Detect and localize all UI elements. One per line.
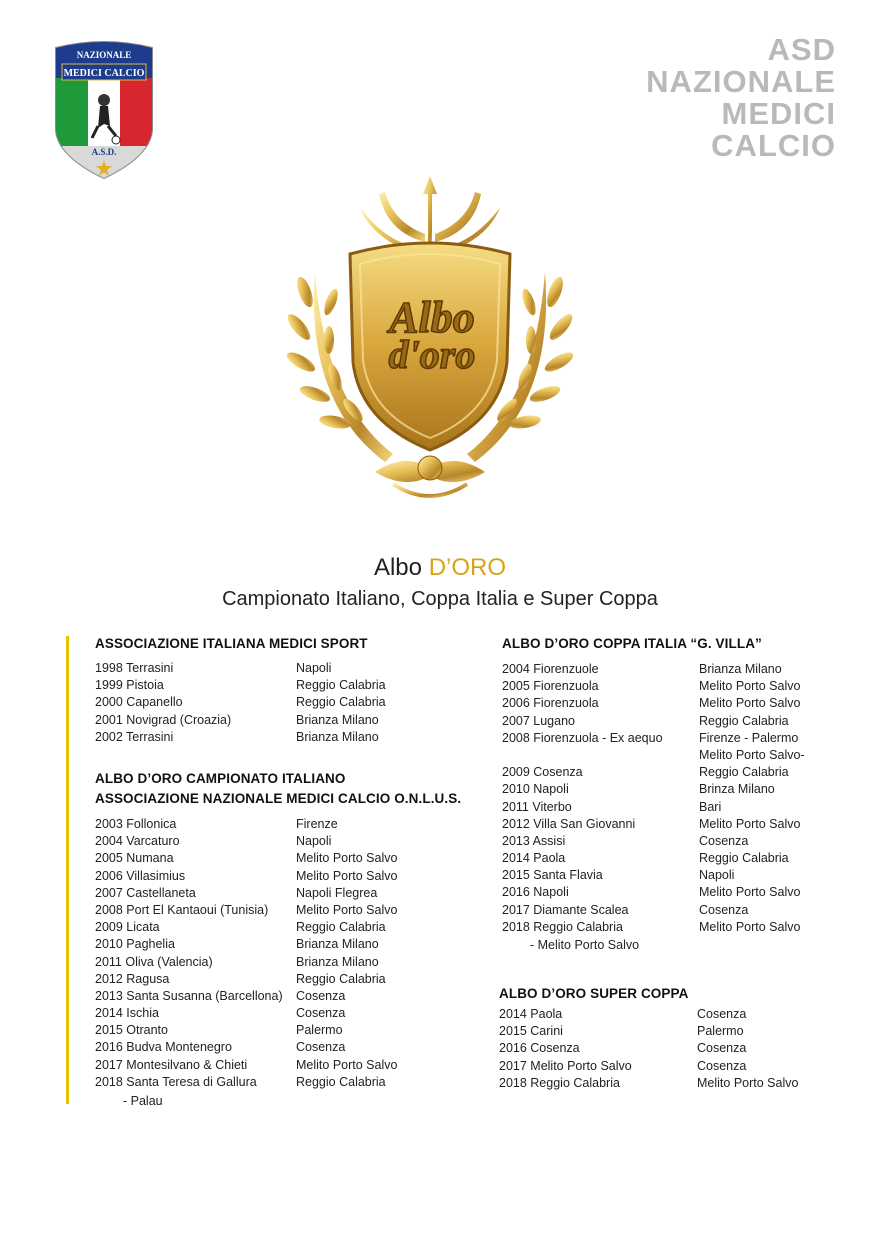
winner-cell: Napoli bbox=[699, 868, 735, 883]
event-cell: 2015 Carini bbox=[499, 1024, 563, 1039]
table-row bbox=[95, 833, 435, 850]
event-cell: 2014 Paola bbox=[499, 1007, 563, 1021]
table-row bbox=[95, 1005, 435, 1022]
winner-cell: Cosenza bbox=[699, 833, 749, 848]
section-title-aims: ASSOCIAZIONE ITALIANA MEDICI SPORT bbox=[95, 636, 368, 651]
event-cell: 2017 Montesilvano & Chieti bbox=[95, 1057, 248, 1072]
winner-cell: Melito Porto Salvo bbox=[699, 885, 801, 900]
org-title-line: NAZIONALE bbox=[646, 64, 836, 99]
winner-cell: Cosenza bbox=[296, 988, 346, 1003]
page-title-gold: D’ORO bbox=[428, 554, 507, 581]
winner-cell: Brianza Milano bbox=[296, 729, 379, 744]
winner-cell: Cosenza bbox=[697, 1041, 747, 1056]
winner-cell: Napoli bbox=[296, 834, 332, 849]
table-row bbox=[95, 1074, 435, 1091]
table-row bbox=[502, 850, 842, 867]
campionato-continuation: - Palau bbox=[123, 1094, 163, 1108]
albo-doro-emblem bbox=[275, 172, 585, 512]
winner-cell: Firenze bbox=[296, 817, 338, 831]
table-row bbox=[499, 1006, 839, 1023]
event-cell: 2002 Terrasini bbox=[95, 729, 174, 744]
winner-cell: Reggio Calabria bbox=[296, 678, 386, 693]
page-title-plain: Albo bbox=[373, 554, 423, 581]
table-row bbox=[499, 1023, 839, 1040]
section-title-association: ASSOCIAZIONE NAZIONALE MEDICI CALCIO O.N.L.U.S. bbox=[95, 791, 462, 806]
event-cell: 2014 Paola bbox=[502, 851, 566, 866]
table-row bbox=[95, 816, 435, 833]
emblem-text-line2: d'oro bbox=[388, 332, 476, 377]
emblem-text-line1: Albo bbox=[389, 293, 475, 342]
event-cell: 2011 Oliva (Valencia) bbox=[95, 954, 213, 969]
table-row bbox=[95, 677, 435, 694]
event-cell: 2003 Follonica bbox=[95, 817, 177, 831]
gold-accent-bar bbox=[66, 636, 69, 1104]
page-title bbox=[0, 554, 880, 582]
supercoppa-list bbox=[499, 1006, 839, 1092]
event-cell: 2011 Viterbo bbox=[502, 799, 572, 814]
event-cell: 2007 Lugano bbox=[502, 713, 575, 728]
winner-cell: Cosenza bbox=[699, 902, 749, 917]
winner-cell: Brianza Milano bbox=[699, 662, 782, 676]
event-cell: 2018 Reggio Calabria bbox=[499, 1075, 620, 1090]
table-row bbox=[95, 660, 435, 677]
table-row bbox=[502, 730, 842, 747]
event-cell: 2013 Santa Susanna (Barcellona) bbox=[95, 988, 283, 1003]
winner-cell: Melito Porto Salvo bbox=[296, 902, 398, 917]
winner-cell: Reggio Calabria bbox=[296, 1074, 386, 1089]
logo-asd-text: A.S.D. bbox=[91, 147, 117, 157]
logo-arc-text: NAZIONALE bbox=[76, 50, 132, 60]
winner-cell: Melito Porto Salvo bbox=[699, 696, 801, 711]
winner-cell: Reggio Calabria bbox=[296, 971, 386, 986]
event-cell: 1998 Terrasini bbox=[95, 661, 174, 675]
winner-cell: Cosenza bbox=[697, 1007, 747, 1021]
event-cell: 2006 Villasimius bbox=[95, 868, 186, 883]
event-cell: 2015 Otranto bbox=[95, 1023, 168, 1038]
org-title-line: CALCIO bbox=[711, 128, 836, 163]
winner-cell: Brinza Milano bbox=[699, 782, 775, 797]
event-cell: 2009 Cosenza bbox=[502, 765, 583, 780]
table-row bbox=[95, 850, 435, 867]
event-cell: 2007 Castellaneta bbox=[95, 885, 196, 900]
winner-cell: Melito Porto Salvo bbox=[699, 816, 801, 831]
table-row bbox=[95, 971, 435, 988]
table-row bbox=[502, 747, 842, 764]
table-row bbox=[95, 712, 435, 729]
table-row bbox=[502, 833, 842, 850]
section-title-campionato: ALBO D’ORO CAMPIONATO ITALIANO bbox=[95, 771, 346, 786]
table-row bbox=[502, 902, 842, 919]
winner-cell: Palermo bbox=[296, 1023, 343, 1038]
table-row bbox=[95, 1039, 435, 1056]
winner-cell: Melito Porto Salvo bbox=[296, 1057, 398, 1072]
table-row bbox=[502, 695, 842, 712]
table-row bbox=[502, 816, 842, 833]
event-cell: 2008 Fiorenzuola - Ex aequo bbox=[502, 730, 663, 745]
event-cell: 2017 Diamante Scalea bbox=[502, 902, 629, 917]
event-cell: 2009 Licata bbox=[95, 920, 160, 935]
table-row bbox=[95, 954, 435, 971]
event-cell: 1999 Pistoia bbox=[95, 678, 164, 693]
table-row bbox=[95, 1022, 435, 1039]
event-cell: 2013 Assisi bbox=[502, 833, 566, 848]
table-row bbox=[502, 781, 842, 798]
table-row bbox=[502, 867, 842, 884]
event-cell: 2016 Napoli bbox=[502, 885, 569, 900]
event-cell: 2004 Fiorenzuole bbox=[502, 662, 599, 676]
winner-cell: Melito Porto Salvo bbox=[697, 1075, 799, 1090]
winner-cell: Brianza Milano bbox=[296, 954, 379, 969]
campionato-list bbox=[95, 816, 435, 1091]
event-cell: 2008 Port El Kantaoui (Tunisia) bbox=[95, 902, 269, 917]
table-row bbox=[502, 678, 842, 695]
event-cell: 2010 Napoli bbox=[502, 782, 569, 797]
winner-cell: Reggio Calabria bbox=[699, 851, 789, 866]
winner-cell: Reggio Calabria bbox=[699, 713, 789, 728]
winner-cell: Melito Porto Salvo- bbox=[699, 747, 805, 762]
coppa-continuation: - Melito Porto Salvo bbox=[530, 938, 640, 952]
event-cell: 2016 Budva Montenegro bbox=[95, 1040, 232, 1055]
winner-cell: Palermo bbox=[697, 1024, 744, 1039]
table-row bbox=[502, 919, 842, 936]
table-row bbox=[499, 1058, 839, 1075]
table-row bbox=[95, 936, 435, 953]
table-row bbox=[95, 868, 435, 885]
event-cell: 2010 Paghelia bbox=[95, 937, 175, 952]
winner-cell: Melito Porto Salvo bbox=[296, 851, 398, 866]
event-cell: 2000 Capanello bbox=[95, 695, 183, 710]
section-title-coppa: ALBO D’ORO COPPA ITALIA “G. VILLA” bbox=[502, 636, 762, 651]
table-row bbox=[95, 1057, 435, 1074]
table-row bbox=[502, 713, 842, 730]
winner-cell: Melito Porto Salvo bbox=[699, 919, 801, 934]
table-row bbox=[95, 919, 435, 936]
section-title-supercoppa: ALBO D’ORO SUPER COPPA bbox=[499, 986, 689, 1001]
winner-cell: Brianza Milano bbox=[296, 937, 379, 952]
table-row bbox=[95, 988, 435, 1005]
event-cell: 2018 Reggio Calabria bbox=[502, 919, 623, 934]
org-title bbox=[646, 34, 836, 162]
winner-cell: Firenze - Palermo bbox=[699, 730, 799, 745]
event-cell: 2005 Numana bbox=[95, 851, 174, 866]
event-cell: 2006 Fiorenzuola bbox=[502, 696, 599, 711]
coppa-list bbox=[502, 661, 842, 936]
logo-banner-text: MEDICI CALCIO bbox=[63, 68, 145, 79]
table-row bbox=[95, 902, 435, 919]
org-title-line: MEDICI bbox=[721, 96, 836, 131]
aims-list bbox=[95, 660, 435, 746]
table-row bbox=[502, 661, 842, 678]
winner-cell: Reggio Calabria bbox=[296, 920, 386, 935]
winner-cell: Napoli Flegrea bbox=[296, 885, 378, 900]
winner-cell: Cosenza bbox=[296, 1006, 346, 1021]
table-row bbox=[499, 1040, 839, 1057]
winner-cell: Reggio Calabria bbox=[699, 765, 789, 780]
winner-cell: Brianza Milano bbox=[296, 712, 379, 727]
org-title-line: ASD bbox=[767, 32, 836, 67]
event-cell: 2012 Villa San Giovanni bbox=[502, 816, 636, 831]
table-row bbox=[95, 694, 435, 711]
event-cell: 2014 Ischia bbox=[95, 1006, 159, 1021]
event-cell: 2004 Varcaturo bbox=[95, 834, 180, 849]
event-cell: 2012 Ragusa bbox=[95, 971, 170, 986]
event-cell: 2005 Fiorenzuola bbox=[502, 679, 599, 694]
winner-cell: Bari bbox=[699, 799, 722, 814]
event-cell: 2015 Santa Flavia bbox=[502, 868, 603, 883]
winner-cell: Melito Porto Salvo bbox=[296, 868, 398, 883]
event-cell: 2016 Cosenza bbox=[499, 1041, 580, 1056]
winner-cell: Reggio Calabria bbox=[296, 695, 386, 710]
table-row bbox=[502, 884, 842, 901]
winner-cell: Cosenza bbox=[697, 1058, 747, 1073]
page-subtitle: Campionato Italiano, Coppa Italia e Super Coppa bbox=[222, 588, 658, 610]
club-logo bbox=[50, 38, 158, 180]
winner-cell: Napoli bbox=[296, 661, 332, 675]
event-cell: 2017 Melito Porto Salvo bbox=[499, 1058, 632, 1073]
table-row bbox=[502, 799, 842, 816]
event-cell: 2001 Novigrad (Croazia) bbox=[95, 712, 232, 727]
table-row bbox=[499, 1075, 839, 1092]
winner-cell: Cosenza bbox=[296, 1040, 346, 1055]
event-cell: 2018 Santa Teresa di Gallura bbox=[95, 1074, 257, 1089]
winner-cell: Melito Porto Salvo bbox=[699, 679, 801, 694]
table-row bbox=[95, 885, 435, 902]
table-row bbox=[502, 764, 842, 781]
table-row bbox=[95, 729, 435, 746]
